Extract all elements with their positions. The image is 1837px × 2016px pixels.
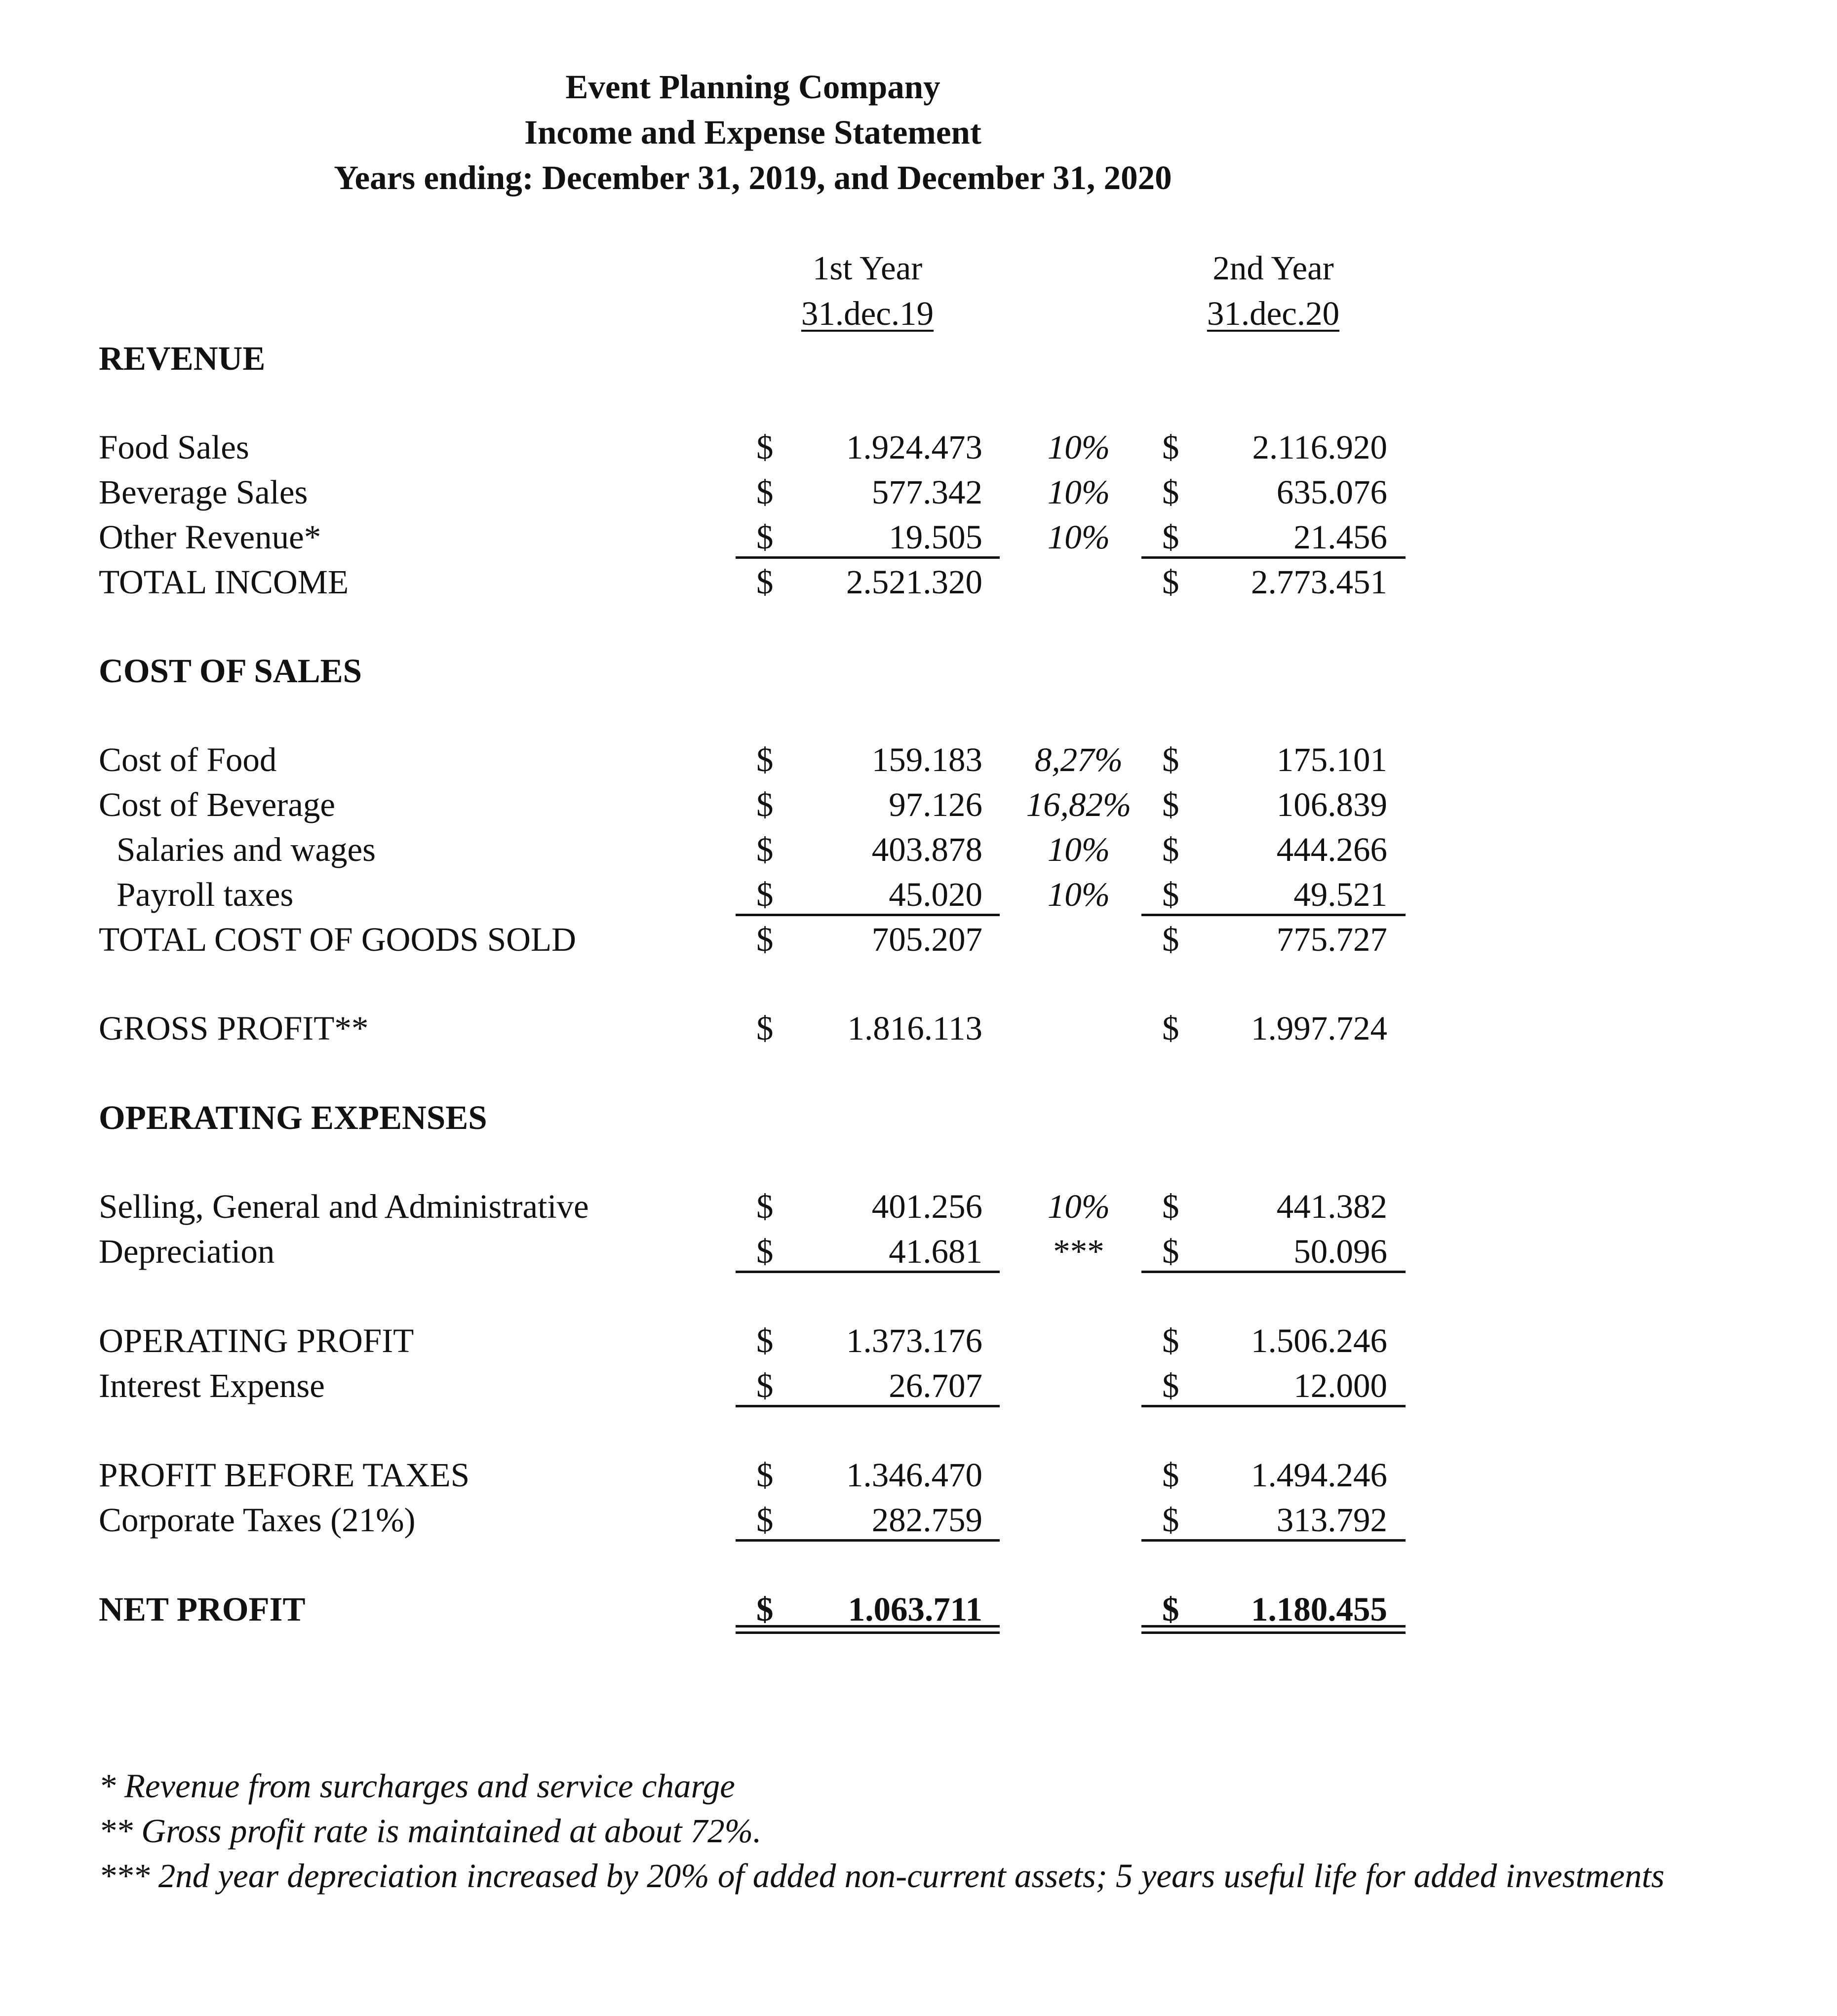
row-gross-profit <box>0 1006 1837 1051</box>
value-second-year: 1.180.455 <box>1251 1590 1387 1628</box>
currency-symbol: $ <box>1162 1590 1179 1628</box>
section-heading-cost-of-sales <box>0 648 1837 694</box>
subtotal-rule-first-year <box>736 1539 1000 1542</box>
row-label: NET PROFIT <box>99 1590 306 1628</box>
value-first-year: 1.063.711 <box>848 1590 982 1628</box>
currency-symbol: $ <box>1162 1367 1179 1404</box>
value-first-year: 19.505 <box>889 518 982 556</box>
currency-symbol: $ <box>756 921 774 958</box>
row-interest-expense <box>0 1363 1837 1408</box>
growth-percent: 10% <box>1047 473 1110 511</box>
value-first-year: 401.256 <box>871 1188 982 1225</box>
value-second-year: 175.101 <box>1276 741 1387 778</box>
row-label: Salaries and wages <box>117 831 376 868</box>
currency-symbol: $ <box>756 831 774 868</box>
value-second-year: 49.521 <box>1293 876 1387 913</box>
row-label: Beverage Sales <box>99 473 308 511</box>
footnote-marker: *** <box>1053 1233 1104 1270</box>
row-label: Interest Expense <box>99 1367 325 1404</box>
period-title: Years ending: December 31, 2019, and December 31, 2020 <box>334 159 1172 196</box>
footnote-2: ** Gross profit rate is maintained at about 72%. <box>99 1812 762 1850</box>
currency-symbol: $ <box>1162 1501 1179 1539</box>
value-second-year: 313.792 <box>1276 1501 1387 1539</box>
growth-percent: 10% <box>1047 1188 1110 1225</box>
row-salaries-and-wages <box>0 827 1837 872</box>
row-label: Cost of Beverage <box>99 786 336 823</box>
subtotal-rule-first-year <box>736 1405 1000 1407</box>
column-heading-first-year <box>739 245 996 336</box>
value-second-year: 444.266 <box>1276 831 1387 868</box>
row-label: Cost of Food <box>99 741 277 778</box>
footnote-1: * Revenue from surcharges and service charge <box>99 1767 735 1805</box>
cost-percent: 8,27% <box>1034 741 1123 778</box>
currency-symbol: $ <box>756 1233 774 1270</box>
section-label: COST OF SALES <box>99 652 362 690</box>
growth-percent: 10% <box>1047 518 1110 556</box>
currency-symbol: $ <box>1162 1456 1179 1494</box>
row-label: GROSS PROFIT** <box>99 1009 369 1047</box>
subtotal-rule-second-year <box>1141 1271 1406 1273</box>
currency-symbol: $ <box>1162 921 1179 958</box>
currency-symbol: $ <box>756 1009 774 1047</box>
currency-symbol: $ <box>756 428 774 466</box>
section-heading-operating-expenses <box>0 1095 1837 1140</box>
currency-symbol: $ <box>756 786 774 823</box>
value-first-year: 577.342 <box>871 473 982 511</box>
value-second-year: 106.839 <box>1276 786 1387 823</box>
growth-percent: 10% <box>1047 428 1110 466</box>
row-label: PROFIT BEFORE TAXES <box>99 1456 470 1494</box>
subtotal-rule-second-year <box>1141 914 1406 916</box>
value-second-year: 2.773.451 <box>1251 563 1387 601</box>
currency-symbol: $ <box>1162 473 1179 511</box>
section-label: OPERATING EXPENSES <box>99 1099 487 1136</box>
row-beverage-sales <box>0 469 1837 515</box>
row-label: Depreciation <box>99 1233 275 1270</box>
section-label: REVENUE <box>99 340 266 377</box>
row-label: Corporate Taxes (21%) <box>99 1501 416 1539</box>
subtotal-rule-first-year <box>736 556 1000 559</box>
value-first-year: 403.878 <box>871 831 982 868</box>
currency-symbol: $ <box>1162 1322 1179 1359</box>
currency-symbol: $ <box>756 518 774 556</box>
row-depreciation <box>0 1229 1837 1274</box>
currency-symbol: $ <box>1162 563 1179 601</box>
row-cost-of-beverage <box>0 782 1837 827</box>
currency-symbol: $ <box>1162 831 1179 868</box>
row-label: TOTAL INCOME <box>99 563 349 601</box>
currency-symbol: $ <box>1162 786 1179 823</box>
subtotal-rule-second-year <box>1141 556 1406 559</box>
second-year-date: 31.dec.20 <box>1207 295 1340 332</box>
value-first-year: 1.924.473 <box>846 428 982 466</box>
first-year-date: 31.dec.19 <box>801 295 934 332</box>
value-first-year: 41.681 <box>889 1233 982 1270</box>
value-second-year: 2.116.920 <box>1252 428 1387 466</box>
subtotal-rule-first-year <box>736 914 1000 916</box>
row-label: Payroll taxes <box>117 876 294 913</box>
column-heading-second-year <box>1145 245 1402 336</box>
value-second-year: 1.997.724 <box>1251 1009 1387 1047</box>
currency-symbol: $ <box>756 563 774 601</box>
value-first-year: 282.759 <box>871 1501 982 1539</box>
currency-symbol: $ <box>756 1322 774 1359</box>
value-second-year: 50.096 <box>1293 1233 1387 1270</box>
value-first-year: 97.126 <box>889 786 982 823</box>
row-label: Food Sales <box>99 428 249 466</box>
currency-symbol: $ <box>1162 1188 1179 1225</box>
cost-percent: 16,82% <box>1026 786 1132 823</box>
currency-symbol: $ <box>756 1456 774 1494</box>
row-payroll-taxes <box>0 872 1837 917</box>
currency-symbol: $ <box>756 1501 774 1539</box>
value-first-year: 1.373.176 <box>846 1322 982 1359</box>
currency-symbol: $ <box>756 741 774 778</box>
row-food-sales <box>0 425 1837 470</box>
first-year-title: 1st Year <box>812 249 923 287</box>
company-title: Event Planning Company <box>565 68 940 106</box>
statement-title: Income and Expense Statement <box>524 114 981 151</box>
subtotal-rule-second-year <box>1141 1405 1406 1407</box>
row-total-income <box>0 559 1837 605</box>
section-heading-revenue <box>0 336 1837 381</box>
value-second-year: 21.456 <box>1293 518 1387 556</box>
row-selling-general-administrative <box>0 1184 1837 1229</box>
currency-symbol: $ <box>1162 428 1179 466</box>
second-year-title: 2nd Year <box>1212 249 1334 287</box>
value-second-year: 12.000 <box>1293 1367 1387 1404</box>
value-second-year: 1.494.246 <box>1251 1456 1387 1494</box>
value-first-year: 2.521.320 <box>846 563 982 601</box>
row-label: OPERATING PROFIT <box>99 1322 414 1359</box>
row-corporate-taxes <box>0 1497 1837 1543</box>
value-second-year: 1.506.246 <box>1251 1322 1387 1359</box>
value-second-year: 775.727 <box>1276 921 1387 958</box>
double-underline-second-year <box>1141 1625 1406 1634</box>
currency-symbol: $ <box>756 876 774 913</box>
footnote-3: *** 2nd year depreciation increased by 20% of added non-current assets; 5 years useful life for added investments <box>99 1857 1665 1895</box>
subtotal-rule-second-year <box>1141 1539 1406 1542</box>
double-underline-first-year <box>736 1625 1000 1634</box>
row-other-revenue <box>0 514 1837 560</box>
value-first-year: 1.346.470 <box>846 1456 982 1494</box>
growth-percent: 10% <box>1047 831 1110 868</box>
currency-symbol: $ <box>756 473 774 511</box>
row-label: TOTAL COST OF GOODS SOLD <box>99 921 576 958</box>
row-cost-of-food <box>0 737 1837 782</box>
currency-symbol: $ <box>1162 876 1179 913</box>
value-first-year: 26.707 <box>889 1367 982 1404</box>
growth-percent: 10% <box>1047 876 1110 913</box>
currency-symbol: $ <box>756 1367 774 1404</box>
row-label: Selling, General and Administrative <box>99 1188 589 1225</box>
currency-symbol: $ <box>1162 518 1179 556</box>
value-second-year: 635.076 <box>1276 473 1387 511</box>
currency-symbol: $ <box>1162 1009 1179 1047</box>
row-total-cost-of-goods-sold <box>0 917 1837 962</box>
value-first-year: 1.816.113 <box>847 1009 982 1047</box>
value-first-year: 159.183 <box>871 741 982 778</box>
currency-symbol: $ <box>1162 741 1179 778</box>
currency-symbol: $ <box>756 1590 774 1628</box>
currency-symbol: $ <box>1162 1233 1179 1270</box>
currency-symbol: $ <box>756 1188 774 1225</box>
row-operating-profit <box>0 1318 1837 1363</box>
value-second-year: 441.382 <box>1276 1188 1387 1225</box>
subtotal-rule-first-year <box>736 1271 1000 1273</box>
row-profit-before-taxes <box>0 1452 1837 1498</box>
row-label: Other Revenue* <box>99 518 321 556</box>
value-first-year: 45.020 <box>889 876 982 913</box>
value-first-year: 705.207 <box>871 921 982 958</box>
